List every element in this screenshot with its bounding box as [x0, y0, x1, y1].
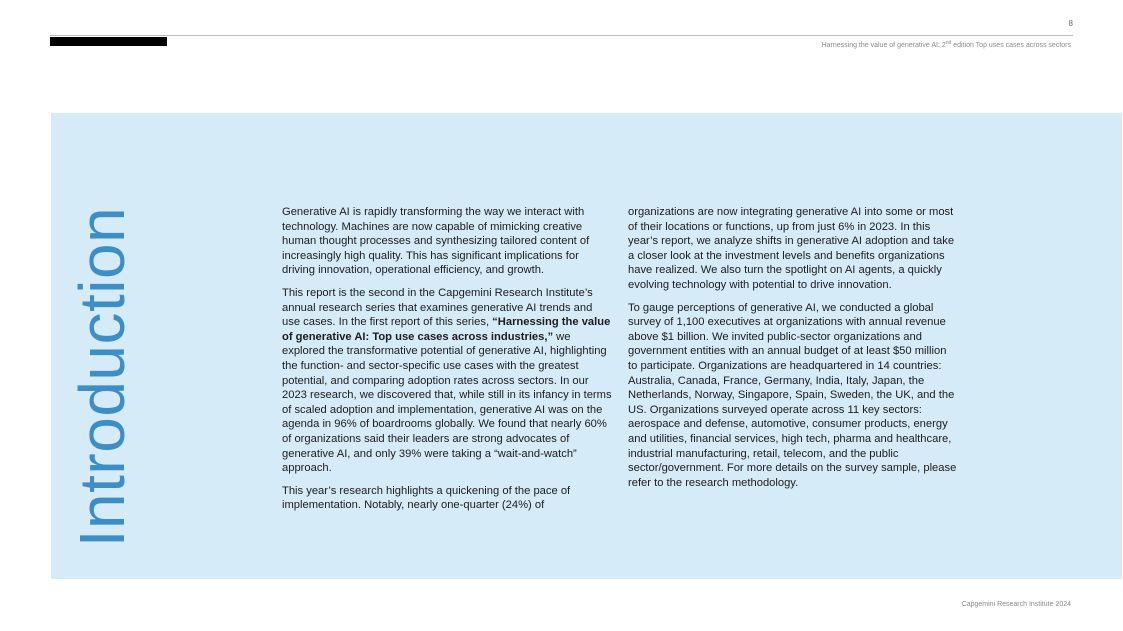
paragraph-text: we explored the transformative potential of generative AI, highlighting the function- and sector-specific use cases with the greatest potential, and comparing adoption rates across sectors. In our 2023 research, we discovered that, while still in its infancy in terms of scaled adoption and implementation, generative AI was on the agenda in 96% of boardrooms globally. We found that nearly 60% of organizations said their leaders are strong advocates of generative AI, and only 39% were taking a “wait-and-watch” approach.	[282, 330, 612, 475]
paragraph-text: This report is the second in the Capgemini Research Institute’s annual research series that examines generative AI trends and use cases. In the first report of this series,	[282, 286, 593, 329]
body-column-right	[628, 205, 958, 498]
paragraph: To gauge perceptions of generative AI, we conducted a global survey of 1,100 executives at organizations with annual revenue above $1 billion. We invited public-sector organizations and government entities with an annual budget of at least $50 million to participate. Organizations are headquartered in 14 countries: Australia, Canada, France, Germany, India, Italy, Japan, the Netherlands, Norway, Singapore, Spain, Sweden, the UK, and the US. Organizations surveyed operate across 11 key sectors: aerospace and defense, automotive, consumer products, energy and utilities, financial services, high tech, pharma and healthcare, industrial manufacturing, retail, telecom, and the public sector/government. For more details on the survey sample, please refer to the research methodology.	[628, 301, 957, 489]
section-title: Introduction	[66, 206, 138, 548]
header-accent-bar	[50, 37, 167, 46]
report-title-reference: “Harnessing the value of generative AI: Top use cases across industries,”	[282, 316, 611, 343]
paragraph	[282, 286, 612, 476]
paragraph: Generative AI is rapidly transforming the way we interact with technology. Machines are now capable of mimicking creative human thought processes and synthesizing tailored content of increasingly high quality. This has significant implications for driving innovation, operational efficiency, and growth.	[282, 206, 590, 277]
footer-credit: Capgemini Research Institute 2024	[961, 601, 1071, 608]
paragraph: This year’s research highlights a quickening of the pace of implementation. Notably, nearly one-quarter (24%) of	[282, 484, 571, 512]
running-header-title-end: edition Top uses cases across sectors	[951, 42, 1071, 49]
paragraph: organizations are now integrating generative AI into some or most of their locations or functions, up from just 6% in 2023. In this year’s report, we analyze shifts in generative AI adoption and take a closer look at the investment levels and benefits organizations have realized. We also turn the spotlight on AI agents, a quickly evolving technology with potential to drive innovation.	[628, 206, 955, 291]
running-header-superscript: nd	[945, 40, 952, 46]
header-divider	[50, 35, 1073, 36]
running-header-title: Harnessing the value of generative AI: 2	[821, 42, 946, 49]
page-number: 8	[1068, 19, 1073, 28]
body-column-left	[282, 205, 612, 521]
running-header	[822, 40, 1071, 49]
